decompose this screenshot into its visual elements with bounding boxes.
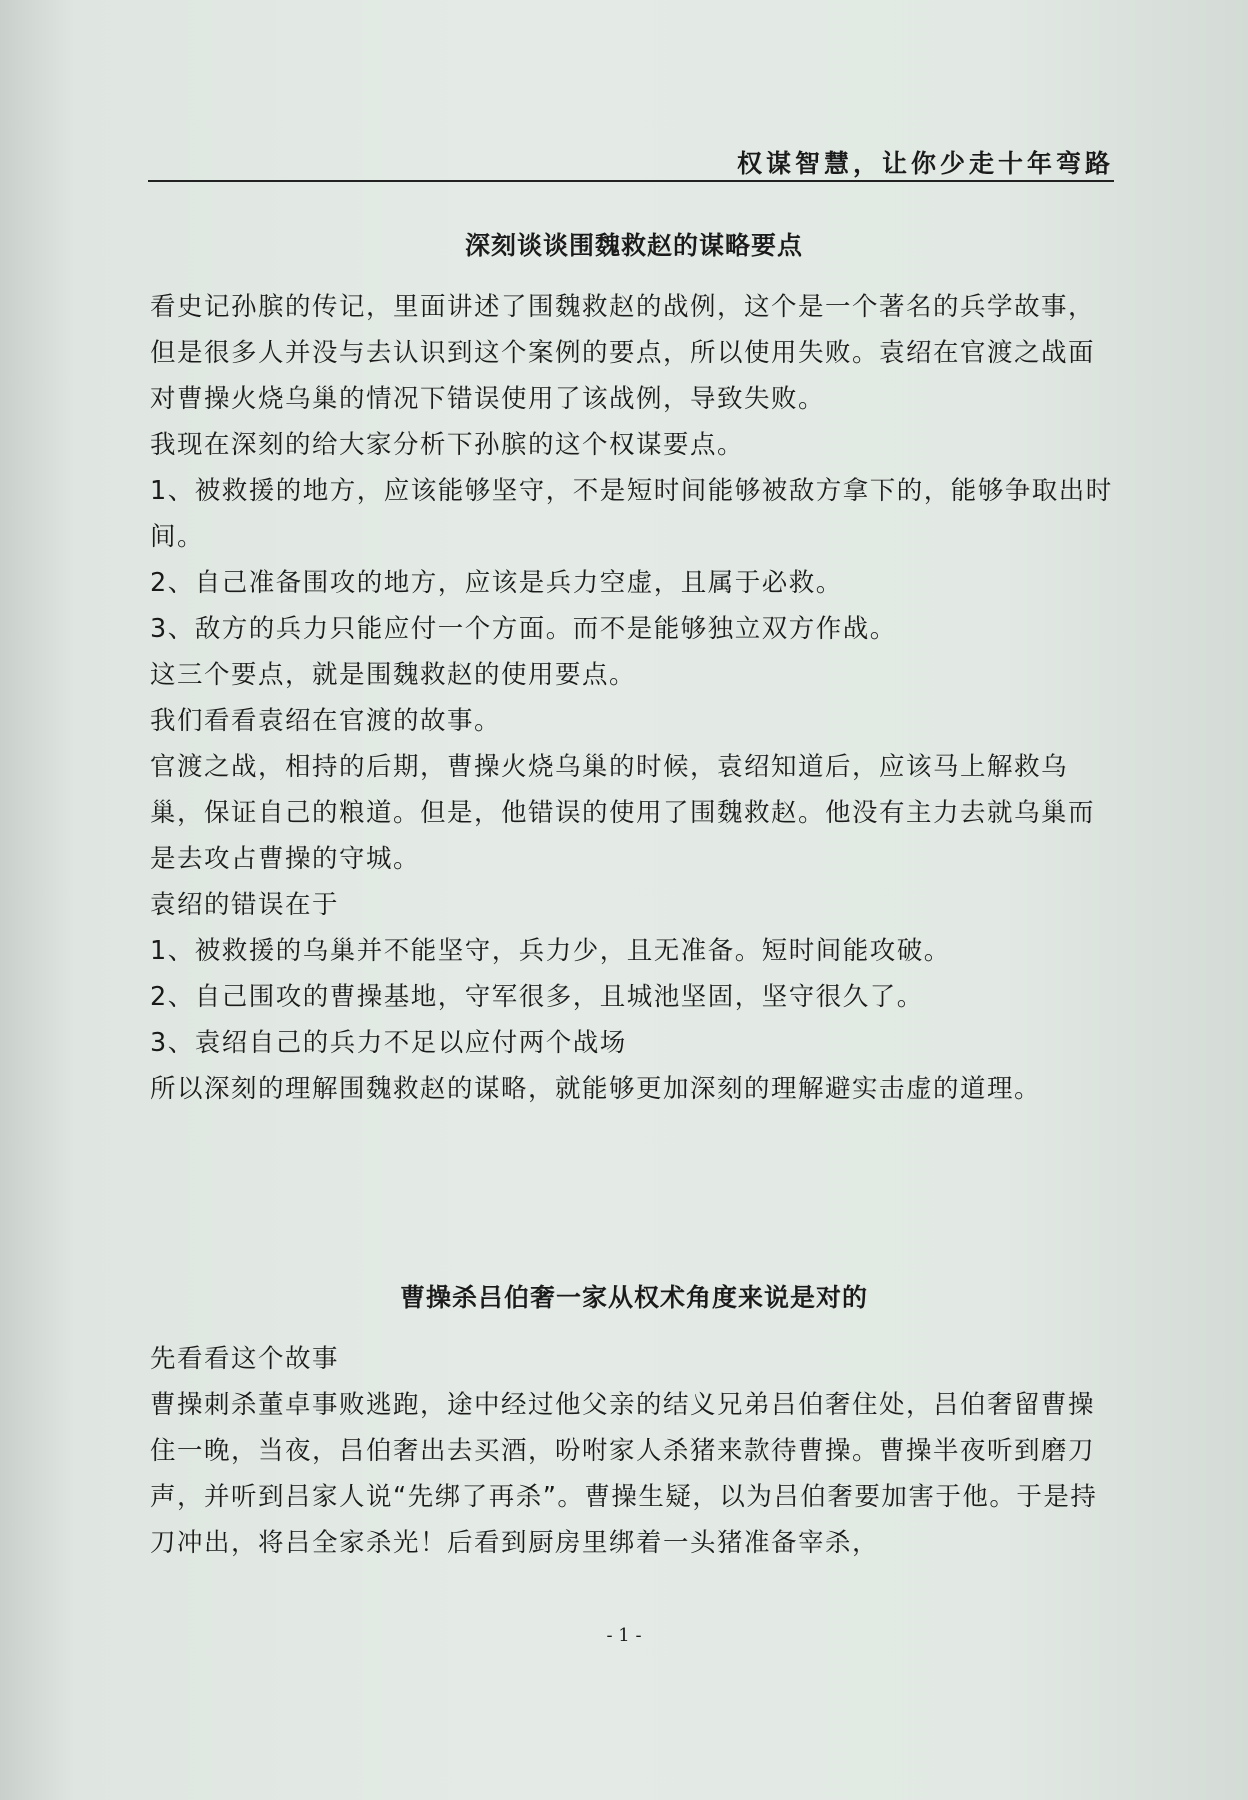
- paragraph: 我们看看袁绍在官渡的故事。: [150, 706, 502, 736]
- list-item: 3、敌方的兵力只能应付一个方面。而不是能够独立双方作战。: [150, 614, 897, 644]
- section-title: 曹操杀吕伯奢一家从权术角度来说是对的: [399, 1283, 868, 1312]
- paragraph: 曹操刺杀董卓事败逃跑，途中经过他父亲的结义兄弟吕伯奢住处，吕伯奢留曹操住一晚，当夜，吕伯奢出去买酒，吩咐家人杀猪来款待曹操。曹操半夜听到磨刀声，并听到吕家人说“先绑了再杀”。曹操生疑，以为吕伯奢要加害于他。于是持刀冲出，将吕全家杀光！后看到厨房里绑着一头猪准备宰杀，: [150, 1390, 1098, 1558]
- list-item: 1、被救援的地方，应该能够坚守，不是短时间能够被敌方拿下的，能够争取出时间。: [150, 476, 1113, 552]
- section-weiwei-jiuzhao: [150, 226, 1118, 1112]
- list-item: 2、自己准备围攻的地方，应该是兵力空虚，且属于必救。: [150, 568, 843, 598]
- page-header: [148, 140, 1114, 180]
- paragraph: 官渡之战，相持的后期，曹操火烧乌巢的时候，袁绍知道后，应该马上解救乌巢，保证自己的粮道。但是，他错误的使用了围魏救赵。他没有主力去就乌巢而是去攻占曹操的守城。: [150, 752, 1096, 874]
- section-caocao-lvboshe: [150, 1278, 1118, 1566]
- paragraph: 先看看这个故事: [150, 1344, 340, 1374]
- header-title: 权谋智慧，让你少走十年弯路: [736, 149, 1114, 178]
- section-title: 深刻谈谈围魏救赵的谋略要点: [464, 231, 803, 260]
- paragraph: 这三个要点，就是围魏救赵的使用要点。: [150, 660, 637, 690]
- list-item: 1、被救援的乌巢并不能坚守，兵力少，且无准备。短时间能攻破。: [150, 936, 951, 966]
- list-item: 2、自己围攻的曹操基地，守军很多，且城池坚固，坚守很久了。: [150, 982, 924, 1012]
- paragraph: 看史记孙膑的传记，里面讲述了围魏救赵的战例，这个是一个著名的兵学故事，但是很多人并没与去认识到这个案例的要点，所以使用失败。袁绍在官渡之战面对曹操火烧乌巢的情况下错误使用了该战例，导致失败。: [150, 292, 1096, 414]
- header-divider: [148, 180, 1114, 182]
- paragraph: 所以深刻的理解围魏救赵的谋略，就能够更加深刻的理解避实击虚的道理。: [150, 1074, 1042, 1104]
- paragraph: 袁绍的错误在于: [150, 890, 340, 920]
- page-number: - 1 -: [606, 1625, 642, 1646]
- list-item: 3、袁绍自己的兵力不足以应付两个战场: [150, 1028, 627, 1058]
- paragraph: 我现在深刻的给大家分析下孙膑的这个权谋要点。: [150, 430, 745, 460]
